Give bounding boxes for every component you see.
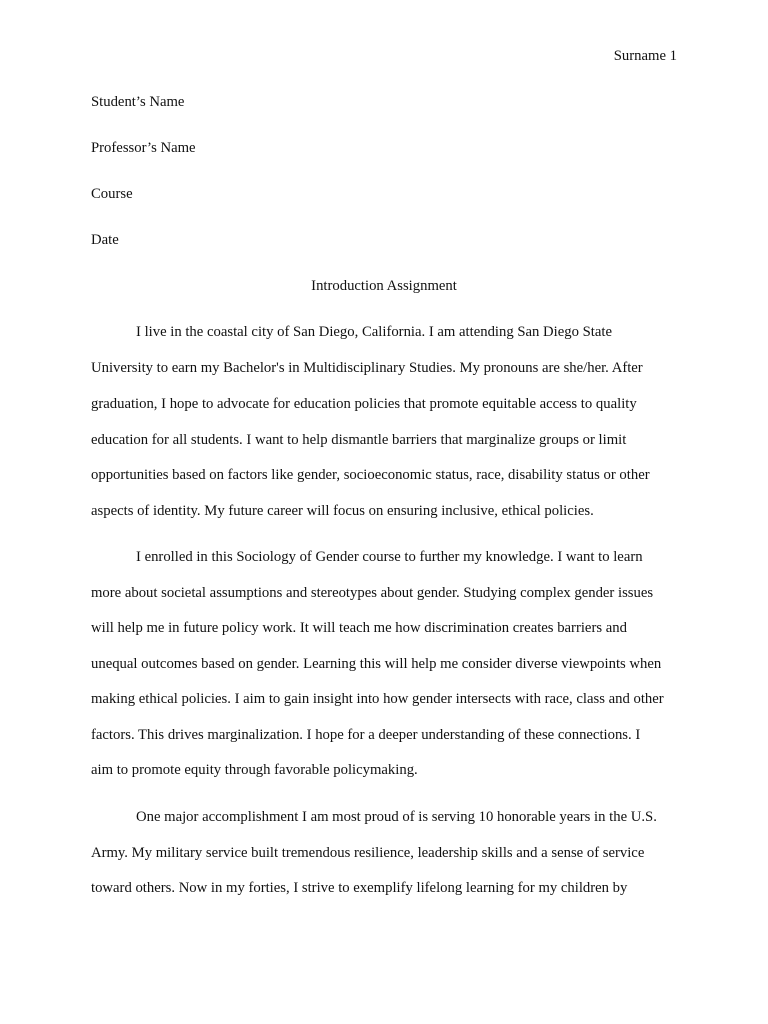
professor-name: Professor’s Name [91, 140, 196, 156]
paragraph-line: education for all students. I want to help dismantle barriers that marginalize groups or limit [91, 432, 627, 448]
paragraph-line: I live in the coastal city of San Diego, California. I am attending San Diego State [136, 324, 612, 340]
document-title: Introduction Assignment [311, 278, 457, 294]
paragraph-line: will help me in future policy work. It will teach me how discrimination creates barriers and [91, 620, 627, 636]
running-head: Surname 1 [613, 48, 677, 64]
paragraph-line: unequal outcomes based on gender. Learning this will help me consider diverse viewpoints when [91, 656, 662, 672]
paragraph-line: making ethical policies. I aim to gain insight into how gender intersects with race, class and other [91, 691, 664, 707]
course-name: Course [91, 186, 133, 202]
paragraph-line: factors. This drives marginalization. I hope for a deeper understanding of these connections. I [91, 727, 641, 743]
paragraph-line: University to earn my Bachelor's in Multidisciplinary Studies. My pronouns are she/her. After [91, 360, 643, 376]
student-name: Student’s Name [91, 94, 185, 110]
paragraph-line: more about societal assumptions and stereotypes about gender. Studying complex gender issues [91, 585, 654, 601]
paragraph-line: I enrolled in this Sociology of Gender course to further my knowledge. I want to learn [136, 549, 643, 565]
paragraph-line: aim to promote equity through favorable policymaking. [91, 762, 418, 778]
date-line: Date [91, 232, 119, 248]
paragraph-line: One major accomplishment I am most proud of is serving 10 honorable years in the U.S. [136, 809, 657, 825]
paragraph-line: toward others. Now in my forties, I strive to exemplify lifelong learning for my children by [91, 880, 628, 896]
paragraph-line: opportunities based on factors like gender, socioeconomic status, race, disability status or other [91, 467, 650, 483]
paragraph-line: aspects of identity. My future career will focus on ensuring inclusive, ethical policies. [91, 503, 594, 519]
paragraph-line: Army. My military service built tremendous resilience, leadership skills and a sense of service [91, 845, 645, 861]
paragraph-line: graduation, I hope to advocate for education policies that promote equitable access to quality [91, 396, 637, 412]
